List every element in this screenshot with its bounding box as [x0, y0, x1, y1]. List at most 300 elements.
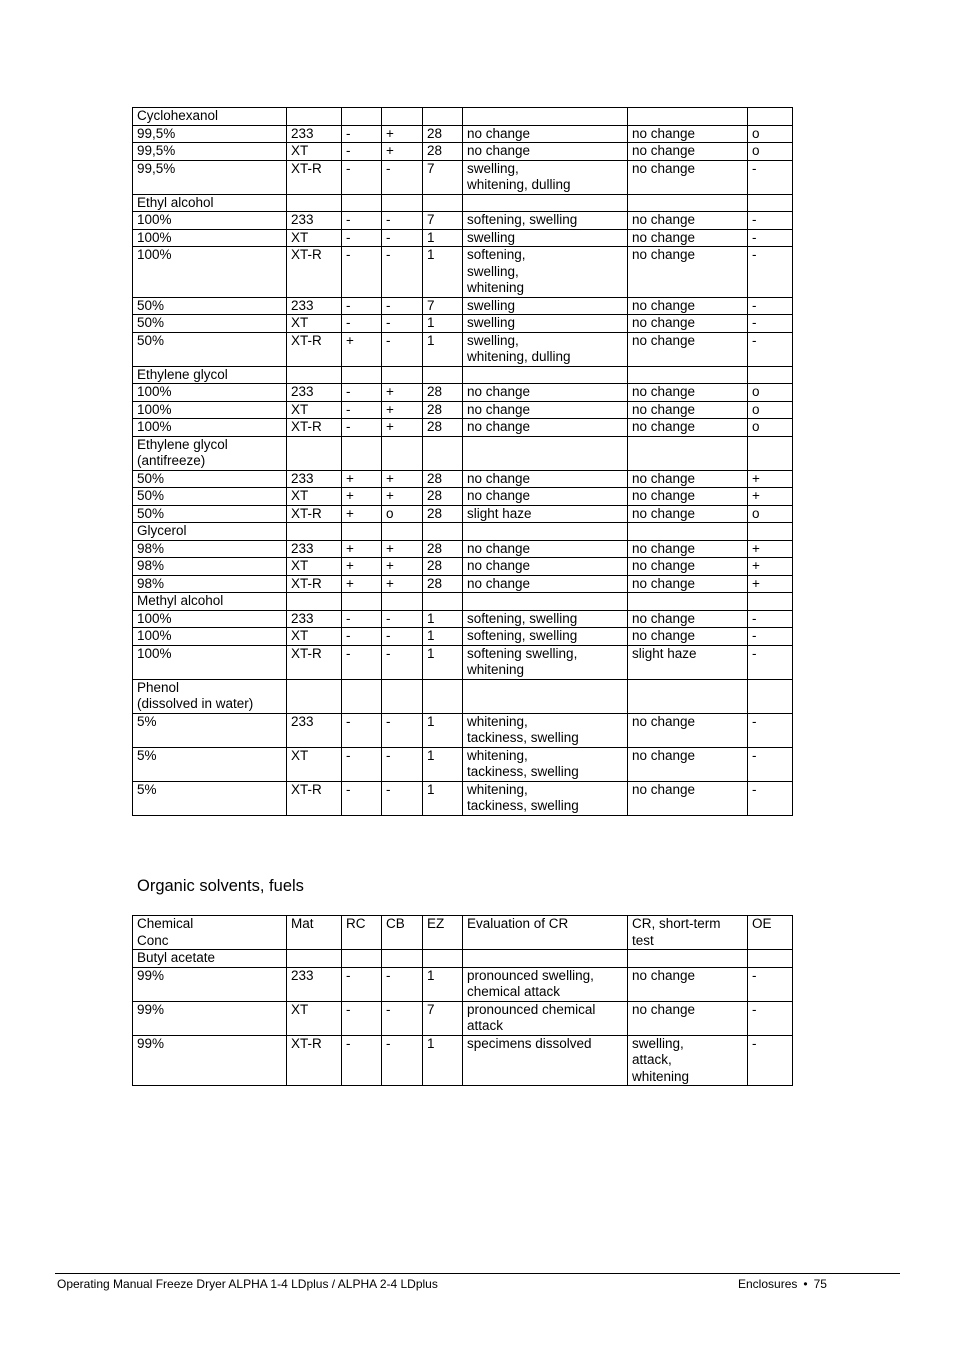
cell-evaluation: specimens dissolved: [463, 1035, 628, 1086]
table-row: [133, 229, 793, 247]
cell-mat: XT: [287, 1001, 342, 1035]
cell-evaluation: swelling: [463, 315, 628, 333]
cell-ez: 1: [423, 713, 463, 747]
cell-conc: 50%: [133, 470, 287, 488]
cell-oe: -: [748, 212, 793, 230]
table-row: [133, 610, 793, 628]
cell-ez: [423, 679, 463, 713]
cell-cb: -: [382, 212, 423, 230]
cell-evaluation: swelling, whitening, dulling: [463, 160, 628, 194]
cell-conc: 99%: [133, 1001, 287, 1035]
cell-short-term: [628, 108, 748, 126]
cell-oe: -: [748, 247, 793, 298]
chemical-group-row: [133, 436, 793, 470]
cell-cb: -: [382, 645, 423, 679]
table-row: [133, 1035, 793, 1086]
footer-page-info: [738, 1277, 827, 1291]
cell-cb: [382, 523, 423, 541]
cell-cb: [382, 593, 423, 611]
cell-ez: 28: [423, 143, 463, 161]
chemical-group-row: [133, 366, 793, 384]
cell-rc: -: [342, 1035, 382, 1086]
cell-short-term: no change: [628, 247, 748, 298]
cell-short-term: swelling, attack, whitening: [628, 1035, 748, 1086]
cell-oe: -: [748, 747, 793, 781]
cell-evaluation: no change: [463, 125, 628, 143]
cell-oe: [748, 108, 793, 126]
section-heading: Organic solvents, fuels: [137, 877, 304, 895]
cell-rc: [342, 436, 382, 470]
cell-rc: -: [342, 212, 382, 230]
cell-evaluation: whitening, tackiness, swelling: [463, 713, 628, 747]
chemical-group-row: [133, 950, 793, 968]
cell-evaluation: no change: [463, 540, 628, 558]
cell-evaluation: softening, swelling, whitening: [463, 247, 628, 298]
table-row: [133, 143, 793, 161]
cell-cb: -: [382, 781, 423, 815]
cell-short-term: no change: [628, 575, 748, 593]
cell-ez: 28: [423, 419, 463, 437]
cell-evaluation: no change: [463, 143, 628, 161]
cell-cb: [382, 108, 423, 126]
cell-conc: 100%: [133, 628, 287, 646]
cell-ez: 28: [423, 488, 463, 506]
cell-mat: XT-R: [287, 1035, 342, 1086]
cell-mat: XT-R: [287, 505, 342, 523]
cell-evaluation: [463, 108, 628, 126]
cell-short-term: [628, 366, 748, 384]
cell-cb: -: [382, 610, 423, 628]
cell-evaluation: pronounced chemical attack: [463, 1001, 628, 1035]
cell-cb: [382, 366, 423, 384]
cell-cb: [382, 679, 423, 713]
cell-oe: -: [748, 1001, 793, 1035]
chemical-group-row: [133, 593, 793, 611]
table-row: [133, 419, 793, 437]
chemical-group-row: [133, 523, 793, 541]
cell-conc: 99,5%: [133, 125, 287, 143]
cell-short-term: no change: [628, 212, 748, 230]
cell-ez: [423, 194, 463, 212]
cell-evaluation: [463, 366, 628, 384]
cell-conc: 99,5%: [133, 143, 287, 161]
cell-mat: XT: [287, 143, 342, 161]
cell-conc: 50%: [133, 332, 287, 366]
cell-ez: 28: [423, 575, 463, 593]
cell-conc: 98%: [133, 575, 287, 593]
header-rc: RC: [342, 916, 382, 950]
cell-oe: -: [748, 645, 793, 679]
table-row: [133, 247, 793, 298]
cell-mat: XT: [287, 628, 342, 646]
cell-short-term: [628, 436, 748, 470]
cell-mat: XT: [287, 229, 342, 247]
footer-page-number: 75: [813, 1277, 827, 1291]
cell-ez: 1: [423, 229, 463, 247]
cell-rc: -: [342, 384, 382, 402]
cell-oe: -: [748, 229, 793, 247]
cell-short-term: no change: [628, 384, 748, 402]
cell-short-term: no change: [628, 747, 748, 781]
cell-rc: -: [342, 967, 382, 1001]
cell-conc: 50%: [133, 297, 287, 315]
cell-rc: -: [342, 315, 382, 333]
cell-conc: 100%: [133, 610, 287, 628]
cell-evaluation: [463, 194, 628, 212]
cell-conc: 99,5%: [133, 160, 287, 194]
cell-mat: [287, 436, 342, 470]
header-ez: EZ: [423, 916, 463, 950]
cell-rc: +: [342, 505, 382, 523]
cell-mat: [287, 523, 342, 541]
cell-ez: 28: [423, 470, 463, 488]
cell-conc: Ethyl alcohol: [133, 194, 287, 212]
table-row: [133, 747, 793, 781]
cell-conc: 50%: [133, 315, 287, 333]
cell-rc: -: [342, 229, 382, 247]
cell-mat: XT-R: [287, 419, 342, 437]
cell-conc: 99%: [133, 967, 287, 1001]
cell-cb: +: [382, 540, 423, 558]
cell-rc: [342, 523, 382, 541]
cell-evaluation: swelling: [463, 229, 628, 247]
cell-oe: +: [748, 558, 793, 576]
cell-ez: 28: [423, 125, 463, 143]
cell-evaluation: [463, 436, 628, 470]
cell-rc: [342, 366, 382, 384]
cell-rc: -: [342, 401, 382, 419]
cell-oe: -: [748, 628, 793, 646]
cell-evaluation: [463, 593, 628, 611]
cell-conc: 100%: [133, 384, 287, 402]
cell-conc: 100%: [133, 419, 287, 437]
cell-conc: 100%: [133, 645, 287, 679]
cell-ez: 1: [423, 628, 463, 646]
table-row: [133, 967, 793, 1001]
table-row: [133, 297, 793, 315]
cell-oe: -: [748, 315, 793, 333]
cell-conc: 100%: [133, 247, 287, 298]
cell-conc: Butyl acetate: [133, 950, 287, 968]
footer-document-title: Operating Manual Freeze Dryer ALPHA 1-4 LDplus / ALPHA 2-4 LDplus: [57, 1277, 438, 1291]
cell-mat: XT-R: [287, 781, 342, 815]
cell-short-term: no change: [628, 315, 748, 333]
cell-cb: -: [382, 229, 423, 247]
cell-conc: 50%: [133, 488, 287, 506]
cell-evaluation: softening, swelling: [463, 212, 628, 230]
header-cr-short-term-test: CR, short-term test: [628, 916, 748, 950]
cell-cb: -: [382, 160, 423, 194]
cell-oe: [748, 436, 793, 470]
cell-mat: 233: [287, 470, 342, 488]
cell-ez: 7: [423, 160, 463, 194]
cell-evaluation: [463, 523, 628, 541]
cell-rc: [342, 108, 382, 126]
cell-oe: o: [748, 401, 793, 419]
cell-cb: -: [382, 967, 423, 1001]
cell-evaluation: swelling: [463, 297, 628, 315]
cell-ez: 7: [423, 212, 463, 230]
cell-cb: -: [382, 628, 423, 646]
cell-conc: 100%: [133, 229, 287, 247]
cell-mat: XT: [287, 747, 342, 781]
cell-rc: -: [342, 125, 382, 143]
cell-mat: XT: [287, 488, 342, 506]
cell-oe: o: [748, 143, 793, 161]
cell-cb: -: [382, 1001, 423, 1035]
cell-rc: +: [342, 332, 382, 366]
cell-conc: Cyclohexanol: [133, 108, 287, 126]
resistance-table-1-body: [133, 108, 793, 816]
cell-ez: 1: [423, 645, 463, 679]
cell-mat: XT: [287, 315, 342, 333]
cell-cb: -: [382, 332, 423, 366]
cell-rc: -: [342, 247, 382, 298]
cell-oe: o: [748, 384, 793, 402]
table-row: [133, 212, 793, 230]
chemical-group-row: [133, 194, 793, 212]
cell-oe: +: [748, 575, 793, 593]
cell-oe: -: [748, 297, 793, 315]
cell-mat: 233: [287, 967, 342, 1001]
cell-ez: 28: [423, 401, 463, 419]
cell-oe: [748, 950, 793, 968]
cell-mat: [287, 366, 342, 384]
table-row: [133, 645, 793, 679]
cell-mat: 233: [287, 384, 342, 402]
cell-rc: +: [342, 575, 382, 593]
table-row: [133, 558, 793, 576]
header-mat: Mat: [287, 916, 342, 950]
cell-cb: -: [382, 747, 423, 781]
cell-oe: o: [748, 125, 793, 143]
cell-ez: 28: [423, 384, 463, 402]
cell-short-term: no change: [628, 143, 748, 161]
cell-evaluation: no change: [463, 401, 628, 419]
header-evaluation-of-cr: Evaluation of CR: [463, 916, 628, 950]
cell-mat: 233: [287, 125, 342, 143]
cell-rc: -: [342, 747, 382, 781]
cell-mat: [287, 679, 342, 713]
cell-short-term: slight haze: [628, 645, 748, 679]
cell-short-term: no change: [628, 558, 748, 576]
cell-short-term: no change: [628, 967, 748, 1001]
cell-rc: +: [342, 488, 382, 506]
table-row: [133, 470, 793, 488]
resistance-table-2-body: [133, 950, 793, 1086]
cell-rc: -: [342, 645, 382, 679]
cell-oe: [748, 593, 793, 611]
table-row: [133, 488, 793, 506]
chemical-group-row: [133, 679, 793, 713]
cell-ez: 7: [423, 297, 463, 315]
cell-ez: 1: [423, 332, 463, 366]
cell-rc: -: [342, 160, 382, 194]
cell-mat: XT-R: [287, 332, 342, 366]
cell-short-term: [628, 523, 748, 541]
cell-short-term: no change: [628, 781, 748, 815]
cell-conc: 98%: [133, 558, 287, 576]
cell-mat: [287, 593, 342, 611]
cell-short-term: no change: [628, 419, 748, 437]
cell-mat: XT-R: [287, 247, 342, 298]
cell-oe: +: [748, 470, 793, 488]
cell-oe: o: [748, 505, 793, 523]
cell-short-term: no change: [628, 401, 748, 419]
cell-cb: +: [382, 143, 423, 161]
cell-cb: o: [382, 505, 423, 523]
cell-ez: [423, 950, 463, 968]
cell-evaluation: [463, 679, 628, 713]
cell-short-term: no change: [628, 610, 748, 628]
cell-cb: -: [382, 1035, 423, 1086]
cell-short-term: no change: [628, 488, 748, 506]
cell-rc: +: [342, 540, 382, 558]
cell-mat: XT: [287, 401, 342, 419]
footer-bullet: •: [803, 1277, 808, 1291]
cell-rc: [342, 194, 382, 212]
cell-oe: [748, 366, 793, 384]
cell-rc: [342, 593, 382, 611]
cell-mat: XT-R: [287, 575, 342, 593]
resistance-table-2: [132, 915, 793, 1086]
cell-mat: 233: [287, 610, 342, 628]
cell-rc: [342, 950, 382, 968]
cell-ez: [423, 593, 463, 611]
cell-short-term: no change: [628, 1001, 748, 1035]
cell-conc: Phenol (dissolved in water): [133, 679, 287, 713]
cell-ez: 28: [423, 558, 463, 576]
cell-rc: -: [342, 1001, 382, 1035]
cell-cb: -: [382, 315, 423, 333]
cell-mat: 233: [287, 212, 342, 230]
cell-cb: +: [382, 401, 423, 419]
cell-rc: +: [342, 470, 382, 488]
cell-mat: [287, 108, 342, 126]
cell-ez: [423, 366, 463, 384]
table-row: [133, 384, 793, 402]
cell-oe: -: [748, 713, 793, 747]
cell-oe: [748, 679, 793, 713]
header-oe: OE: [748, 916, 793, 950]
cell-conc: Methyl alcohol: [133, 593, 287, 611]
cell-short-term: no change: [628, 160, 748, 194]
cell-oe: -: [748, 332, 793, 366]
cell-conc: Ethylene glycol: [133, 366, 287, 384]
cell-evaluation: no change: [463, 419, 628, 437]
cell-short-term: no change: [628, 505, 748, 523]
cell-evaluation: no change: [463, 488, 628, 506]
cell-mat: XT-R: [287, 160, 342, 194]
cell-evaluation: no change: [463, 470, 628, 488]
cell-evaluation: whitening, tackiness, swelling: [463, 781, 628, 815]
cell-rc: [342, 679, 382, 713]
cell-conc: Glycerol: [133, 523, 287, 541]
cell-conc: 5%: [133, 781, 287, 815]
table-header-row: [133, 916, 793, 950]
table-row: [133, 505, 793, 523]
cell-conc: 100%: [133, 212, 287, 230]
cell-mat: [287, 194, 342, 212]
cell-evaluation: softening, swelling: [463, 628, 628, 646]
cell-oe: -: [748, 160, 793, 194]
cell-mat: XT-R: [287, 645, 342, 679]
cell-evaluation: swelling, whitening, dulling: [463, 332, 628, 366]
cell-evaluation: no change: [463, 558, 628, 576]
cell-ez: [423, 523, 463, 541]
cell-ez: 1: [423, 247, 463, 298]
cell-oe: [748, 194, 793, 212]
cell-rc: -: [342, 297, 382, 315]
cell-mat: [287, 950, 342, 968]
table-row: [133, 315, 793, 333]
cell-evaluation: pronounced swelling, chemical attack: [463, 967, 628, 1001]
cell-oe: +: [748, 540, 793, 558]
cell-oe: -: [748, 781, 793, 815]
cell-rc: +: [342, 558, 382, 576]
cell-oe: -: [748, 967, 793, 1001]
cell-cb: [382, 194, 423, 212]
cell-cb: +: [382, 575, 423, 593]
cell-rc: -: [342, 713, 382, 747]
cell-conc: 99%: [133, 1035, 287, 1086]
cell-rc: -: [342, 628, 382, 646]
table-row: [133, 713, 793, 747]
cell-ez: 28: [423, 505, 463, 523]
cell-short-term: [628, 679, 748, 713]
cell-ez: 1: [423, 781, 463, 815]
cell-mat: XT: [287, 558, 342, 576]
cell-evaluation: [463, 950, 628, 968]
cell-short-term: no change: [628, 713, 748, 747]
cell-conc: 5%: [133, 747, 287, 781]
cell-evaluation: softening, swelling: [463, 610, 628, 628]
footer-divider: [55, 1273, 900, 1274]
cell-cb: +: [382, 125, 423, 143]
cell-conc: 5%: [133, 713, 287, 747]
cell-short-term: no change: [628, 470, 748, 488]
table-row: [133, 332, 793, 366]
cell-evaluation: no change: [463, 384, 628, 402]
table-row: [133, 125, 793, 143]
table-row: [133, 1001, 793, 1035]
cell-oe: +: [748, 488, 793, 506]
cell-short-term: no change: [628, 332, 748, 366]
cell-ez: 1: [423, 610, 463, 628]
cell-ez: 28: [423, 540, 463, 558]
cell-rc: -: [342, 610, 382, 628]
chemical-group-row: [133, 108, 793, 126]
cell-cb: -: [382, 247, 423, 298]
cell-short-term: no change: [628, 628, 748, 646]
cell-cb: +: [382, 558, 423, 576]
cell-cb: +: [382, 470, 423, 488]
cell-evaluation: whitening, tackiness, swelling: [463, 747, 628, 781]
cell-mat: 233: [287, 713, 342, 747]
cell-conc: 100%: [133, 401, 287, 419]
table-row: [133, 781, 793, 815]
cell-short-term: [628, 194, 748, 212]
cell-cb: +: [382, 384, 423, 402]
cell-short-term: no change: [628, 540, 748, 558]
cell-mat: 233: [287, 540, 342, 558]
cell-ez: 1: [423, 967, 463, 1001]
table-row: [133, 628, 793, 646]
cell-ez: [423, 108, 463, 126]
cell-cb: +: [382, 419, 423, 437]
cell-short-term: no change: [628, 297, 748, 315]
cell-conc: 98%: [133, 540, 287, 558]
